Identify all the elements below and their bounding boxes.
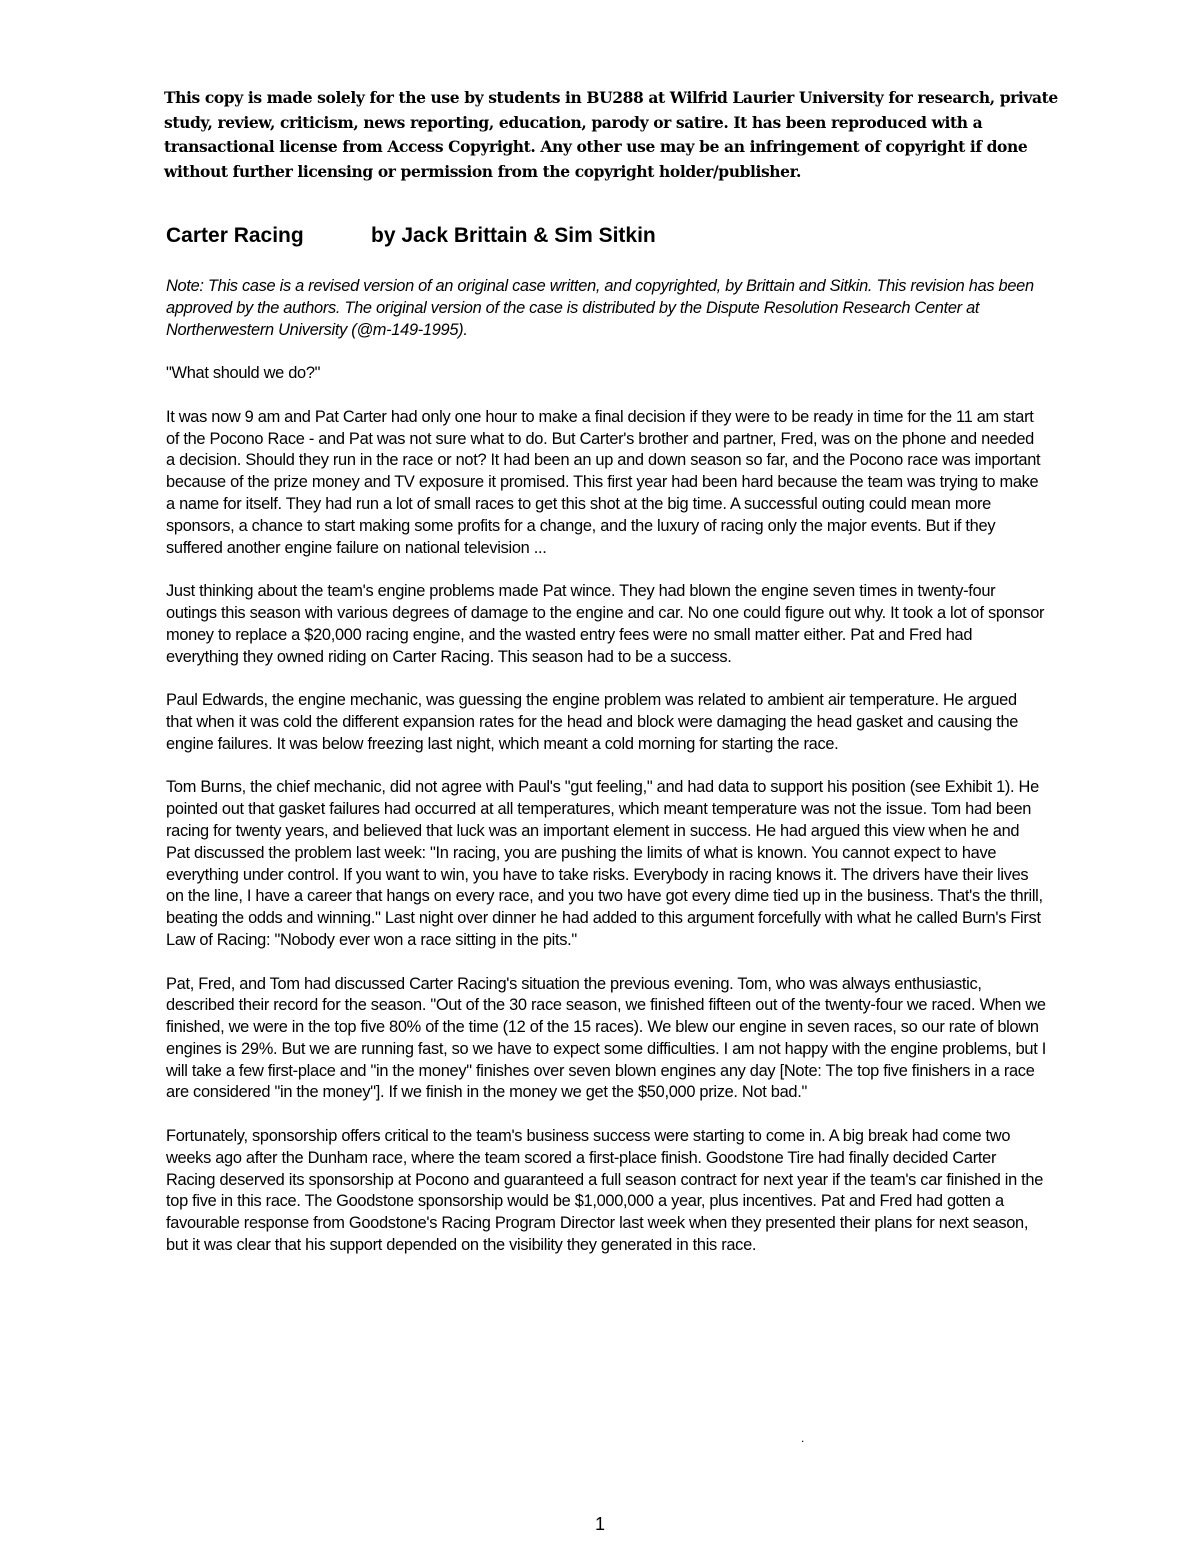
case-byline: by Jack Brittain & Sim Sitkin xyxy=(371,224,656,247)
stray-mark: . xyxy=(801,1431,805,1445)
case-header xyxy=(166,222,1046,250)
copyright-notice: This copy is made solely for the use by students in BU288 at Wilfrid Laurier University for research, private study, review, criticism, news reporting, education, parody or satire. It has been reproduced with a transactional license from Access Copyright. Any other use may be an infringement of copyright if done without further licensing or permission from the copyright holder/publisher. xyxy=(164,88,1058,181)
paragraph-engine-problems: Just thinking about the team's engine problems made Pat wince. They had blown the engine seven times in twenty-four outings this season with various degrees of damage to the engine and car. No one could figure out why. It took a lot of sponsor money to replace a $20,000 racing engine, and the wasted entry fees were no small matter either. Pat and Fred had everything they owned riding on Carter Racing. This season had to be a success. xyxy=(166,582,1045,666)
case-body xyxy=(166,276,1046,1279)
paragraph-sponsorship: Fortunately, sponsorship offers critical to the team's business success were starting to come in. A big break had come two weeks ago after the Dunham race, where the team scored a first-place finish. Goodstone Tire had finally decided Carter Racing deserved its sponsorship at Pocono and guaranteed a full season contract for next year if the team's car finished in the top five in this race. The Goodstone sponsorship would be $1,000,000 a year, plus incentives. Pat and Fred had gotten a favourable response from Goodstone's Racing Program Director last week when they presented their plans for next season, but it was clear that his support depended on the visibility they generated in this race. xyxy=(166,1127,1044,1255)
paragraph-tom-burns: Tom Burns, the chief mechanic, did not agree with Paul's "gut feeling," and had data to support his position (see Exhibit 1). He pointed out that gasket failures had occurred at all temperatures, which meant temperature was not the issue. Tom had been racing for twenty years, and believed that luck was an important element in success. He had argued this view when he and Pat discussed the problem last week: "In racing, you are pushing the limits of what is known. You cannot expect to have everything under control. If you want to win, you have to take risks. Everybody in racing knows it. The drivers have their lives on the line, I have a career that hangs on every race, and you two have got every dime tied up in the business. That's the thrill, beating the odds and winning." Last night over dinner he had added to this argument forcefully with what he called Burn's First Law of Racing: "Nobody ever won a race sitting in the pits." xyxy=(166,778,1043,949)
page-number: 1 xyxy=(594,1514,605,1534)
paragraph-opening-question: "What should we do?" xyxy=(166,364,321,383)
paragraph-season-record: Pat, Fred, and Tom had discussed Carter Racing's situation the previous evening. Tom, who was always enthusiastic, described their record for the season. "Out of the 30 race season, we finished fifteen out of the twenty-four we raced. When we finished, we were in the top five 80% of the time (12 of the 15 races). We blew our engine in seven races, so our rate of blown engines is 29%. But we are running fast, so we have to expect some difficulties. I am not happy with the engine problems, but I will take a few first-place and "in the money" finishes over seven blown engines any day [Note: The top five finishers in a race are considered "in the money"]. If we finish in the money we get the $50,000 prize. Not bad." xyxy=(166,974,1046,1102)
case-title: Carter Racing xyxy=(166,224,304,247)
paragraph-decision-context: It was now 9 am and Pat Carter had only one hour to make a final decision if they were to be ready in time for the 11 am start of the Pocono Race - and Pat was not sure what to do. But Carter's brother and partner, Fred, was on the phone and needed a decision. Should they run in the race or not? It had been an up and down season so far, and the Pocono race was important because of the prize money and TV exposure it promised. This first year had been hard because the team was trying to make a name for itself. They had run a lot of small races to get this shot at the big time. A successful outing could mean more sponsors, a chance to start making some profits for a change, and the luxury of racing only the major events. But if they suffered another engine failure on national television ... xyxy=(166,407,1041,557)
case-note: Note: This case is a revised version of an original case written, and copyrighted, by Brittain and Sitkin. This revision has been approved by the authors. The original version of the case is distributed by the Dispute Resolution Research Center at Northerwestern University (@m-149-1995). xyxy=(166,277,1034,339)
paragraph-paul-edwards: Paul Edwards, the engine mechanic, was guessing the engine problem was related to ambient air temperature. He argued that when it was cold the different expansion rates for the head and block were damaging the head gasket and causing the engine failures. It was below freezing last night, which meant a cold morning for starting the race. xyxy=(166,691,1019,753)
